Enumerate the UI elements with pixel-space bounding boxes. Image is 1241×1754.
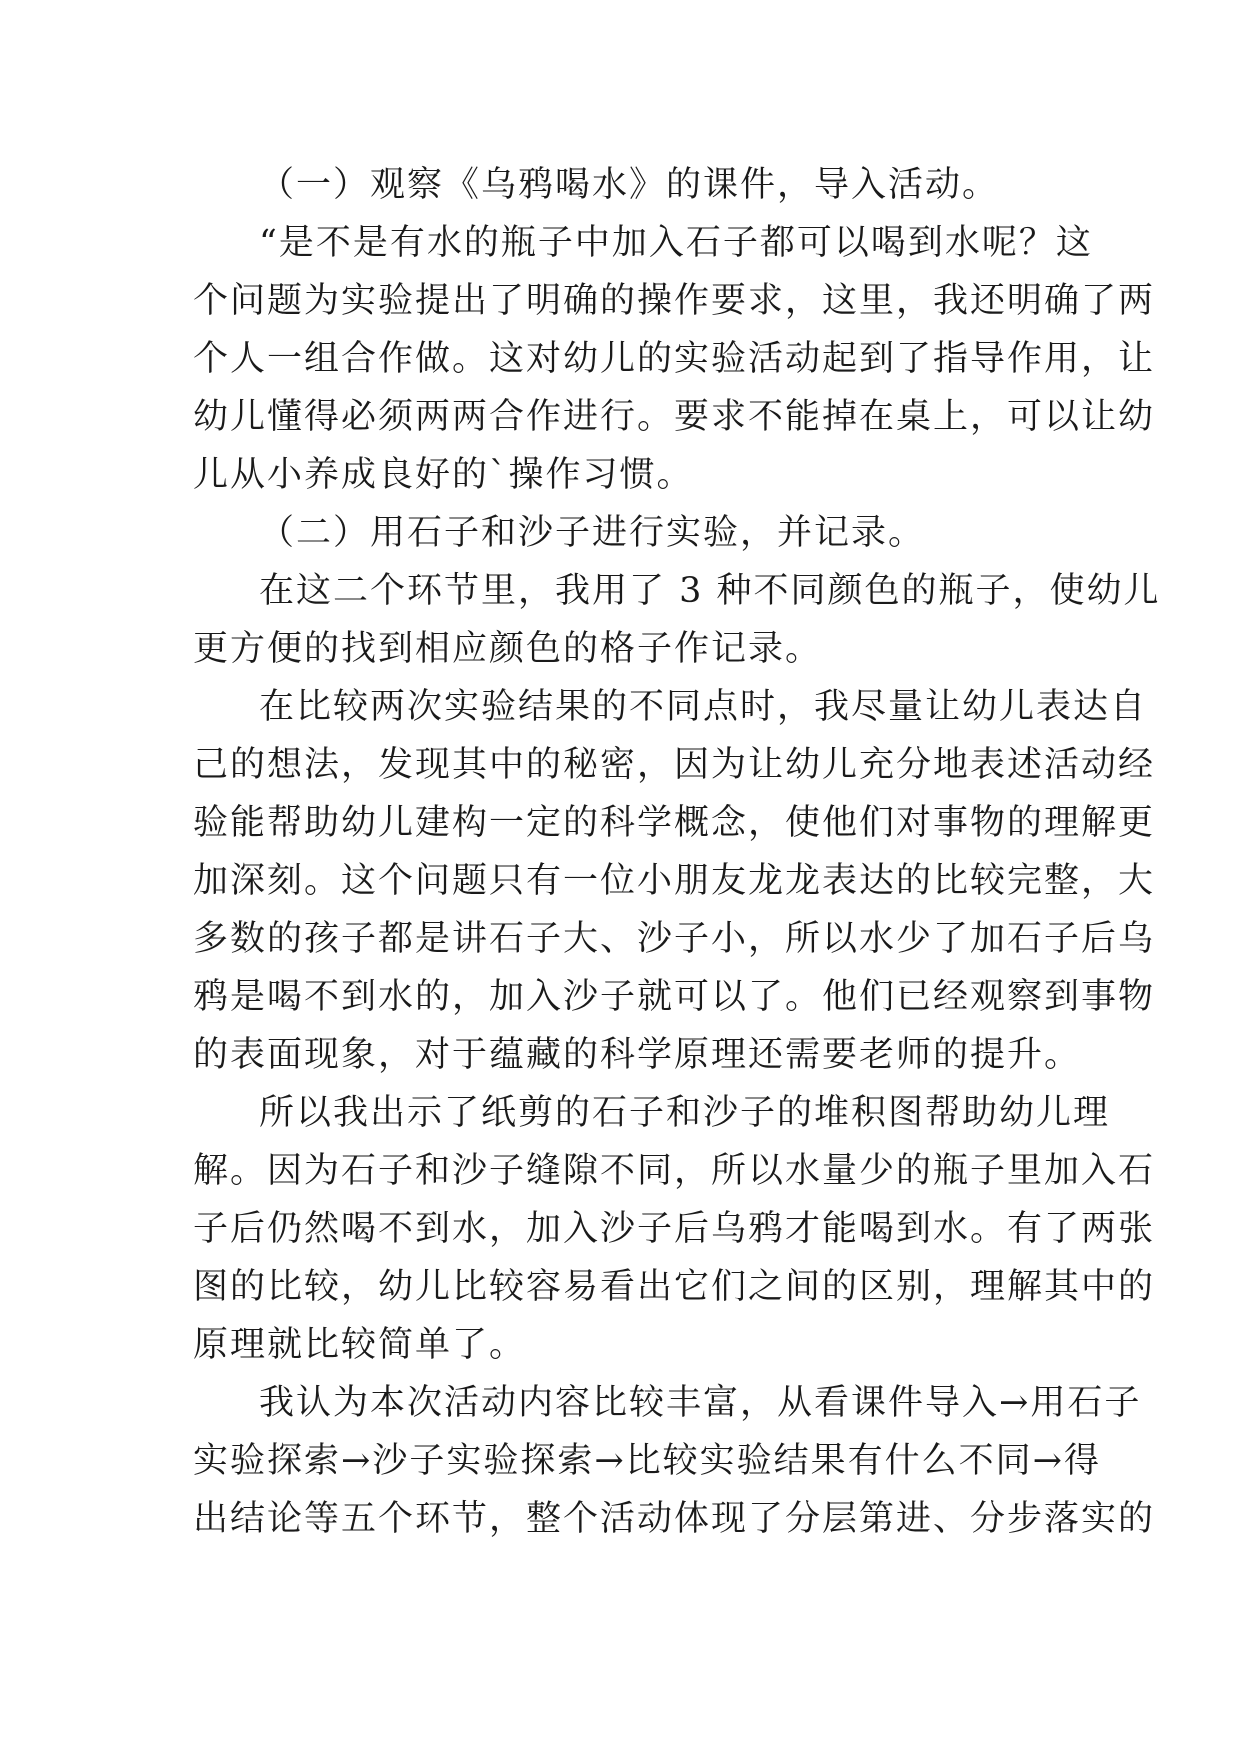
text-line: 子后仍然喝不到水，加入沙子后乌鸦才能喝到水。有了两张 xyxy=(193,1209,1156,1249)
heading-section-2: （二）用石子和沙子进行实验，并记录。 xyxy=(259,513,926,553)
heading-section-1: （一）观察《乌鸦喝水》的课件，导入活动。 xyxy=(259,165,1000,205)
text-line: 己的想法，发现其中的秘密，因为让幼儿充分地表述活动经 xyxy=(193,745,1156,785)
text-line: 鸦是喝不到水的，加入沙子就可以了。他们已经观察到事物 xyxy=(193,977,1156,1017)
body-text xyxy=(193,156,1161,1548)
text-line: 儿从小养成良好的`操作习惯。 xyxy=(193,455,694,495)
text-line: 在比较两次实验结果的不同点时，我尽量让幼儿表达自 xyxy=(259,687,1148,727)
text-line: 原理就比较简单了。 xyxy=(193,1325,527,1365)
text-line: 图的比较，幼儿比较容易看出它们之间的区别，理解其中的 xyxy=(193,1267,1156,1307)
text-line: 实验探索→沙子实验探索→比较实验结果有什么不同→得 xyxy=(193,1441,1101,1481)
text-line: 所以我出示了纸剪的石子和沙子的堆积图帮助幼儿理 xyxy=(259,1093,1111,1133)
text-line: 多数的孩子都是讲石子大、沙子小，所以水少了加石子后乌 xyxy=(193,919,1156,959)
text-line: “是不是有水的瓶子中加入石子都可以喝到水呢？这 xyxy=(259,223,1093,263)
text-line: 加深刻。这个问题只有一位小朋友龙龙表达的比较完整，大 xyxy=(193,861,1156,901)
text-line: 个问题为实验提出了明确的操作要求，这里，我还明确了两 xyxy=(193,281,1156,321)
text-line: 幼儿懂得必须两两合作进行。要求不能掉在桌上，可以让幼 xyxy=(193,397,1156,437)
text-line: 更方便的找到相应颜色的格子作记录。 xyxy=(193,629,823,669)
text-line: 解。因为石子和沙子缝隙不同，所以水量少的瓶子里加入石 xyxy=(193,1151,1156,1191)
text-line: 我认为本次活动内容比较丰富，从看课件导入→用石子 xyxy=(259,1383,1142,1423)
text-line: 的表面现象，对于蕴藏的科学原理还需要老师的提升。 xyxy=(193,1035,1082,1075)
text-line: 个人一组合作做。这对幼儿的实验活动起到了指导作用，让 xyxy=(193,339,1156,379)
text-line: 在这二个环节里，我用了 3 种不同颜色的瓶子，使幼儿 xyxy=(259,571,1161,611)
text-line: 验能帮助幼儿建构一定的科学概念，使他们对事物的理解更 xyxy=(193,803,1156,843)
text-line: 出结论等五个环节，整个活动体现了分层第进、分步落实的 xyxy=(193,1499,1156,1539)
